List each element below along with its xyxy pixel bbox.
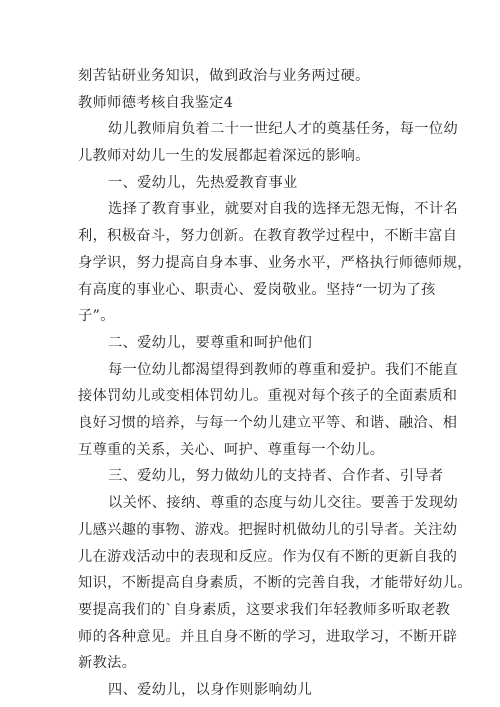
- paragraph-line: 师的各种意见。并且自身不断的学习，进取学习，不断开辟: [78, 628, 458, 645]
- paragraph-line: 互尊重的关系，关心、呵护、尊重每一个幼儿。: [78, 441, 385, 458]
- paragraph-line: 要提高我们的`自身素质，这要求我们年轻教师多听取老教: [78, 601, 451, 618]
- paragraph-line: 幼儿教师肩负着二十一世纪人才的奠基任务，每一位幼: [108, 121, 459, 138]
- subheading-1: 一、爱幼儿，先热爱教育事业: [108, 174, 298, 191]
- subheading-3: 三、爱幼儿，努力做幼儿的支持者、合作者、引导者: [108, 468, 444, 485]
- paragraph-line: 选择了教育事业，就要对自我的选择无怨无悔，不计名: [108, 201, 459, 218]
- paragraph-line: 接体罚幼儿或变相体罚幼儿。重视对每个孩子的全面素质和: [78, 388, 458, 405]
- subheading-2: 二、爱幼儿，要尊重和呵护他们: [108, 334, 313, 351]
- paragraph-line: 良好习惯的培养，与每一个幼儿建立平等、和谐、融洽、相: [78, 415, 458, 432]
- paragraph-line: 儿感兴趣的事物、游戏。把握时机做幼儿的引导者。关注幼: [78, 521, 458, 538]
- paragraph-line: 有高度的事业心、职责心、爱岗敬业。坚持“一切为了孩: [78, 281, 436, 298]
- section-heading: 教师师德考核自我鉴定4: [78, 94, 234, 111]
- paragraph-line: 知识，不断提高自身素质，不断的完善自我，才能带好幼儿。: [78, 575, 472, 592]
- paragraph-line: 利，积极奋斗，努力创新。在教育教学过程中，不断丰富自: [78, 228, 458, 245]
- paragraph-line: 儿教师对幼儿一生的发展都起着深远的影响。: [78, 148, 370, 165]
- paragraph-line: 儿在游戏活动中的表现和反应。作为仅有不断的更新自我的: [78, 548, 458, 565]
- paragraph-line: 身学识，努力提高自身本事、业务水平，严格执行师德师规，: [78, 254, 472, 271]
- paragraph-line: 以关怀、接纳、尊重的态度与幼儿交往。要善于发现幼: [108, 495, 459, 512]
- body-text-line: 刻苦钻研业务知识，做到政治与业务两过硬。: [78, 68, 370, 84]
- paragraph-line: 每一位幼儿都渴望得到教师的尊重和爱护。我们不能直: [108, 361, 459, 378]
- paragraph-line: 新教法。: [78, 655, 137, 672]
- paragraph-line: 子”。: [78, 308, 115, 325]
- subheading-4: 四、爱幼儿，以身作则影响幼儿: [108, 682, 313, 698]
